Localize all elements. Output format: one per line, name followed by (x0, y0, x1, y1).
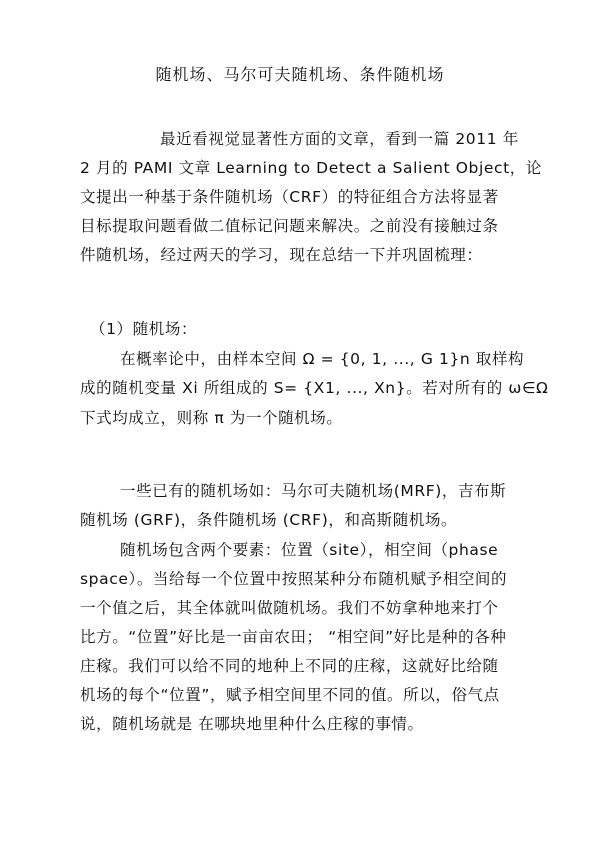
section1-heading: （1）随机场： (90, 320, 198, 338)
elements-line-3: 一个值之后，其全体就叫做随机场。我们不妨拿种地来打个 (80, 599, 499, 617)
intro-line-2: 2 月的 PAMI 文章 Learning to Detect a Salient Object，论 (80, 159, 543, 177)
elements-line-6: 机场的每个“位置”，赋予相空间里不同的值。所以，俗气点 (80, 686, 500, 704)
intro-line-3: 文提出一种基于条件随机场（CRF）的特征组合方法将显著 (80, 188, 499, 206)
definition-line-3: 下式均成立，则称 π 为一个随机场。 (80, 409, 343, 427)
elements-line-4: 比方。“位置”好比是一亩亩农田； “相空间”好比是种的各种 (80, 628, 507, 646)
definition-line-1: 在概率论中，由样本空间 Ω = {0, 1, ..., G 1}n 取样构 (120, 350, 525, 368)
document-title: 随机场、马尔可夫随机场、条件随机场 (155, 65, 445, 84)
intro-line-5: 件随机场，经过两天的学习，现在总结一下并巩固梳理： (80, 246, 483, 264)
examples-line-1: 一些已有的随机场如：马尔可夫随机场(MRF)，吉布斯 (120, 482, 507, 500)
examples-line-2: 随机场 (GRF)，条件随机场 (CRF)，和高斯随机场。 (80, 511, 458, 529)
elements-line-1: 随机场包含两个要素：位置（site），相空间（phase (120, 541, 499, 559)
intro-line-1: 最近看视觉显著性方面的文章，看到一篇 2011 年 (160, 130, 519, 148)
intro-line-4: 目标提取问题看做二值标记问题来解决。之前没有接触过条 (80, 217, 499, 235)
definition-line-2: 成的随机变量 Xi 所组成的 S= {X1, ..., Xn}。若对所有的 ω∈Ω (80, 379, 549, 397)
elements-line-7: 说，随机场就是 在哪块地里种什么庄稼的事情。 (80, 715, 424, 733)
elements-line-5: 庄稼。我们可以给不同的地种上不同的庄稼，这就好比给随 (80, 657, 499, 675)
elements-line-2: space）。当给每一个位置中按照某种分布随机赋予相空间的 (80, 570, 508, 588)
